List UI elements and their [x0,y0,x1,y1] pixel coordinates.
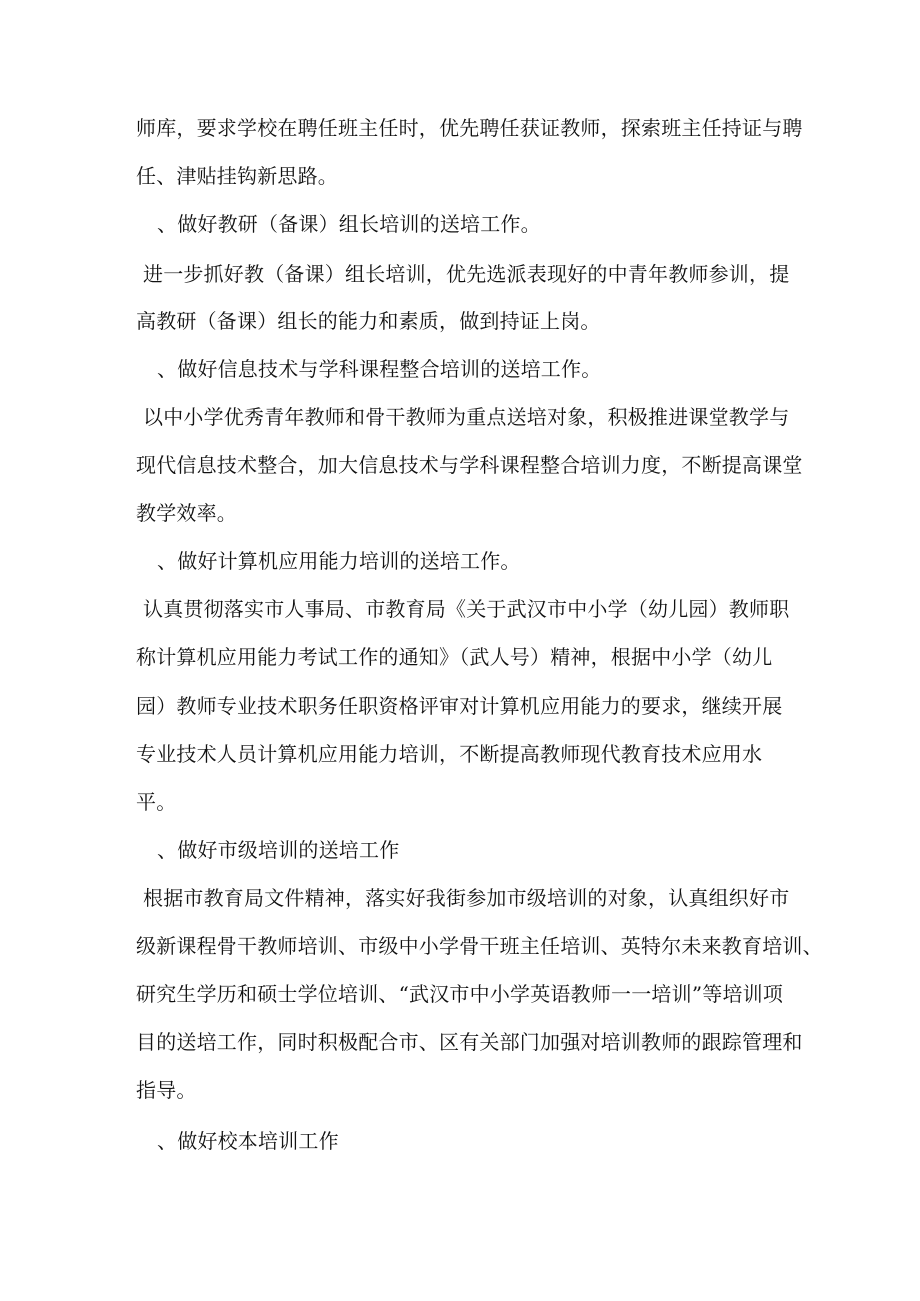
paragraph-line: 以中小学优秀青年教师和骨干教师为重点送培对象，积极推进课堂教学与 [143,405,790,429]
section-heading: 、做好市级培训的送培工作 [157,838,400,862]
paragraph-line: 任、津贴挂钩新思路。 [136,164,338,188]
section-heading: 、做好教研（备课）组长培训的送培工作。 [157,212,541,236]
paragraph-line: 研究生学历和硕士学位培训、“武汉市中小学英语教师一一培训”等培训项 [136,982,784,1006]
paragraph-line: 称计算机应用能力考试工作的通知》（武人号）精神，根据中小学（幼儿 [136,645,773,669]
paragraph-line: 平。 [136,790,177,814]
paragraph-line: 高教研（备课）组长的能力和素质，做到持证上岗。 [136,309,601,333]
section-heading: 、做好校本培训工作 [157,1129,339,1153]
paragraph-line: 教学效率。 [136,501,237,525]
paragraph-line: 级新课程骨干教师培训、市级中小学骨干班主任培训、英特尔未来教育培训、 [136,934,823,958]
paragraph-line: 目的送培工作，同时积极配合市、区有关部门加强对培训教师的跟踪管理和 [136,1030,803,1054]
paragraph-line: 指导。 [136,1078,197,1102]
paragraph-line: 现代信息技术整合，加大信息技术与学科课程整合培训力度，不断提高课堂 [136,453,803,477]
section-heading: 、做好信息技术与学科课程整合培训的送培工作。 [157,357,602,381]
paragraph-line: 专业技术人员计算机应用能力培训，不断提高教师现代教育技术应用水 [136,742,763,766]
paragraph-line: 认真贯彻落实市人事局、市教育局《关于武汉市中小学（幼儿园）教师职 [143,597,790,621]
paragraph-line: 师库，要求学校在聘任班主任时，优先聘任获证教师，探索班主任持证与聘 [136,116,803,140]
paragraph-line: 根据市教育局文件精神，落实好我街参加市级培训的对象，认真组织好市 [143,886,790,910]
paragraph-line: 园）教师专业技术职务任职资格评审对计算机应用能力的要求，继续开展 [136,694,783,718]
paragraph-line: 进一步抓好教（备课）组长培训，优先选派表现好的中青年教师参训，提 [143,262,790,286]
section-heading: 、做好计算机应用能力培训的送培工作。 [157,549,521,573]
